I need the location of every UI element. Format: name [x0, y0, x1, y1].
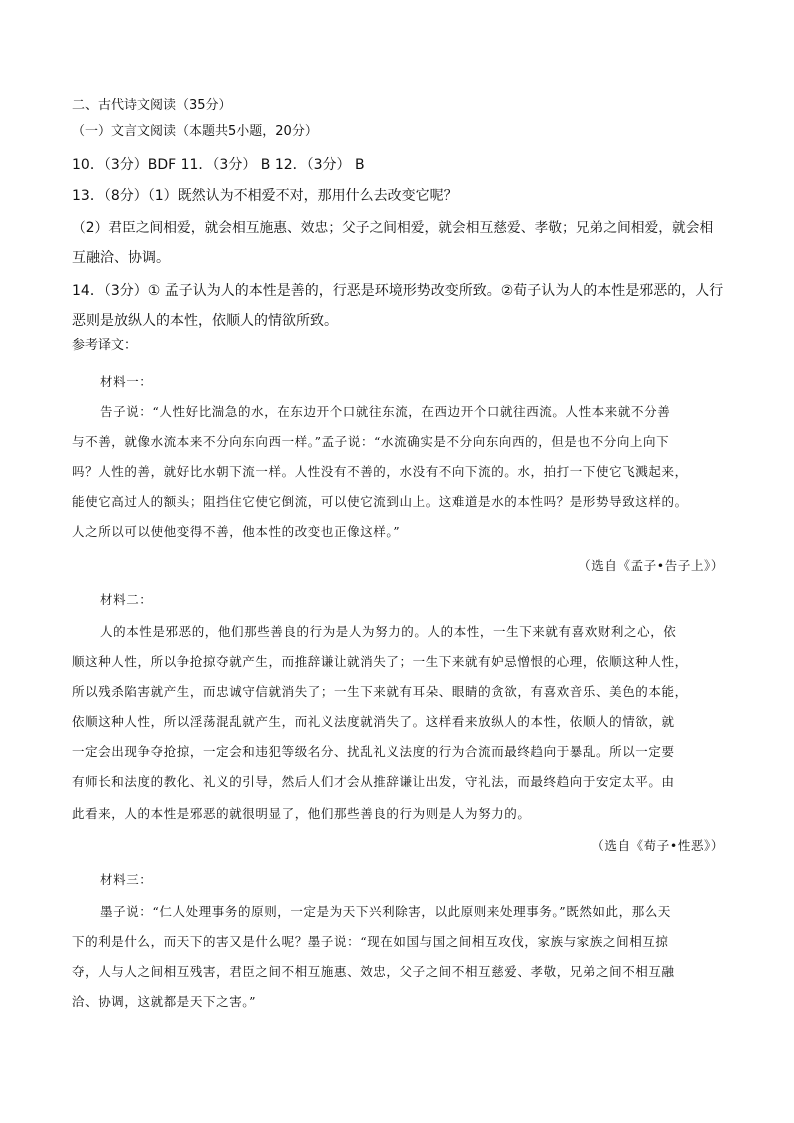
- material-2-line: 一定会出现争夺抢掠，一定会和违犯等级名分、扰乱礼义法度的行为合流而最终趋向于暴乱。所以一定要: [72, 744, 675, 759]
- section-subtitle: （一）文言文阅读（本题共5小题，20分）: [72, 124, 318, 139]
- material-1-line: 吗？人性的善，就好比水朝下流一样。人性没有不善的，水没有不向下流的。水，拍打一下使它飞溅起来，: [72, 464, 688, 479]
- material-2-line: 顺这种人性，所以争抢掠夺就产生，而推辞谦让就消失了；一生下来就有妒忌憎恨的心理，依顺这种人性，: [72, 654, 688, 669]
- material-1-line: 告子说：“人性好比湍急的水，在东边开个口就往东流，在西边开个口就往西流。人性本来就不分善: [100, 404, 671, 419]
- material-1-source: （选自《孟子•告子上》）: [578, 558, 724, 573]
- section-title: 二、古代诗文阅读（35分）: [72, 98, 232, 113]
- material-1-line: 与不善，就像水流本来不分向东向西一样。”孟子说：“水流确实是不分向东向西的，但是也不分向上向下: [72, 434, 670, 449]
- material-2-line: 所以残杀陷害就产生，而忠诚守信就消失了；一生下来就有耳朵、眼睛的贪欲，有喜欢音乐、美色的本能，: [72, 684, 688, 699]
- material-3-title: 材料三：: [100, 872, 153, 887]
- material-2-source: （选自《荀子•性恶》）: [591, 838, 724, 853]
- answer-14-line2: 恶则是放纵人的本性，依顺人的情欲所致。: [72, 313, 338, 329]
- material-2-line: 依顺这种人性，所以淫荡混乱就产生，而礼义法度就消失了。这样看来放纵人的本性，依顺人的情欲，就: [72, 714, 675, 729]
- material-2-line: 有师长和法度的教化、礼义的引导，然后人们才会从推辞谦让出发，守礼法，而最终趋向于安定太平。由: [72, 774, 675, 789]
- material-2-line: 人的本性是邪恶的，他们那些善良的行为是人为努力的。人的本性，一生下来就有喜欢财利之心，依: [100, 624, 677, 639]
- material-3-line: 下的利是什么，而天下的害又是什么呢？墨子说：“现在如国与国之间相互攻伐，家族与家族之间相互掠: [72, 934, 669, 949]
- answer-14-line1: 14．（3分）① 孟子认为人的本性是善的，行恶是环境形势改变所致。②荀子认为人的本性是邪恶的，人行: [72, 283, 724, 299]
- material-2-line: 此看来，人的本性是邪恶的就很明显了，他们那些善良的行为则是人为努力的。: [72, 806, 531, 821]
- material-2-title: 材料二：: [100, 592, 153, 607]
- material-1-line: 能使它高过人的额头；阻挡住它使它倒流，可以使它流到山上。这难道是水的本性吗？是形势导致这样的。: [72, 494, 688, 509]
- material-3-line: 墨子说：“仁人处理事务的原则，一定是为天下兴利除害，以此原则来处理事务。”既然如此，那么天: [100, 904, 672, 919]
- answer-13-part2-line1: （2）君臣之间相爱，就会相互施惠、效忠；父子之间相爱，就会相互慈爱、孝敬；兄弟之间相爱，就会相: [72, 220, 714, 236]
- material-1-title: 材料一：: [100, 374, 153, 389]
- answer-line-10-12: 10．（3分）BDF 11．（3分） B 12．（3分） B: [72, 157, 365, 173]
- material-1-line: 人之所以可以使他变得不善，他本性的改变也正像这样。”: [72, 524, 401, 539]
- material-3-line: 夺，人与人之间相互残害，君臣之间不相互施惠、效忠，父子之间不相互慈爱、孝敬，兄弟之间不相互融: [72, 964, 675, 979]
- answer-13-part1: 13．（8分）（1）既然认为不相爱不对，那用什么去改变它呢？: [72, 188, 458, 204]
- translation-heading: 参考译文：: [72, 338, 138, 353]
- material-3-line: 洽、协调，这就都是天下之害。”: [72, 994, 257, 1009]
- answer-13-part2-line2: 互融洽、协调。: [72, 250, 170, 266]
